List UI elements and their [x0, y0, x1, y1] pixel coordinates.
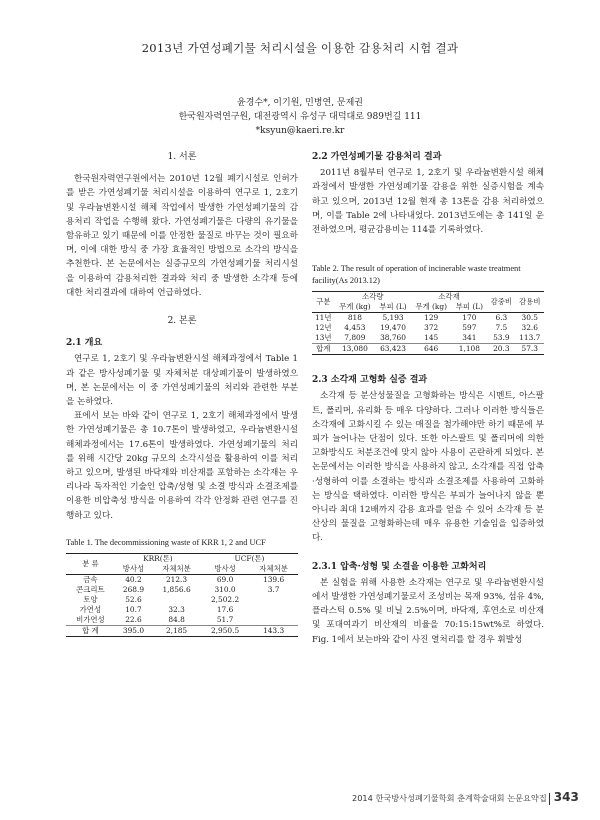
paper-title: 2013년 가연성폐기물 처리시설을 이용한 감용처리 시험 결과 — [141, 41, 459, 55]
overview-paragraph-2: 표에서 보는 바와 같이 연구로 1, 2호기 해체과정에서 발생한 가연성폐기물은 총 10.7톤이 발생하였고, 우라늄변환시설 해체과정에서는 17.6톤이 발생하였다. 가연성폐기물의 처리를 위해 시간당 20kg 규모의 소각시설을 활용하여 이를 처리하고 있으며, 발생된 바닥재와 비산재를 포함하는 소각재는 우리나라 독자적인 기술인 압축/성형 및 소결 방식과 소결조제를 이용한 비압축성 방식을 이용하여 각각 안정화 관련 연구를 진행하고 있다. — [66, 411, 298, 521]
table-cell: 129 — [424, 313, 439, 323]
table-cell — [249, 605, 298, 615]
table-row — [66, 595, 298, 605]
table-cell: 139.6 — [263, 574, 285, 584]
authors: 윤경수*, 이기원, 민병연, 문제권 — [237, 98, 363, 108]
table-cell: 금속 — [83, 574, 98, 584]
table-cell: 12년 — [314, 323, 332, 333]
left-column — [66, 150, 298, 637]
table1-subheader: 자체처분 — [249, 564, 298, 575]
table2 — [312, 291, 544, 355]
table-cell: 310.0 — [214, 584, 236, 594]
table-cell: 가연성 — [79, 604, 102, 614]
table-cell: 1,108 — [452, 344, 488, 355]
table1 — [66, 553, 298, 637]
table-cell: 11년 — [314, 313, 332, 323]
table-cell: 145 — [424, 333, 439, 343]
table-cell: 1,856.6 — [162, 584, 191, 594]
page-footer — [352, 790, 579, 805]
table1-subheader: 방사성 — [115, 564, 152, 575]
table-cell: 6.3 — [495, 313, 508, 323]
table-cell: 341 — [462, 333, 477, 343]
table1-subheader: 방사성 — [201, 564, 249, 575]
subsection-heading-reduction: 2.2 가연성폐기물 감용처리 결과 — [312, 152, 442, 162]
table-cell: 2,185 — [152, 625, 201, 636]
footer-text: 2014 한국방사성폐기물학회 춘계학술대회 논문요약집 — [352, 793, 547, 803]
table2-header-ash: 소각재 — [411, 292, 487, 303]
compression-paragraph: 본 실험을 위해 사용한 소각재는 연구로 및 우라늄변환시설에서 발생한 가연성폐기물로서 조성비는 목재 93%, 섬유 4%, 플라스틱 0.5% 및 비닐 2.5%이며, 바닥재, 후연소로 비산재 및 포대여과기 비산재의 비율을 70:15:15wt%로 하였다. Fig. 1에서 보는바와 같이 사진 열처리를 할 경우 휘발성 — [312, 577, 544, 645]
table-cell: 콘크리트 — [76, 584, 105, 594]
table-cell: 268.9 — [122, 584, 145, 594]
table-cell: 32.6 — [521, 323, 538, 333]
table2-header-category: 구분 — [312, 292, 335, 313]
page-number: 343 — [553, 790, 579, 804]
table-cell: 13년 — [314, 333, 332, 343]
table-cell: 52.6 — [125, 594, 142, 604]
table-cell: 372 — [424, 323, 439, 333]
table-cell — [152, 595, 201, 605]
table-cell: 3.7 — [267, 584, 280, 594]
reduction-paragraph: 2011년 8월부터 연구로 1, 2호기 및 우라늄변환시설 해체과정에서 발생한 가연성폐기물 감용을 위한 실증시험을 계속하고 있으며, 2013년 12월 현재 총 13톤을 감용 처리하였으며, 이를 Table 2에 나타내었다. 2013년도에는 총 141일 운전하였으며, 평균감용비는 114를 기록하였다. — [312, 168, 544, 236]
subsection-heading-compression: 2.3.1 압축·성형 및 소결을 이용한 고화처리 — [312, 561, 487, 572]
section-heading-intro: 1. 서론 — [167, 152, 197, 162]
table-cell: 51.7 — [216, 614, 234, 624]
table-row — [66, 615, 298, 626]
table1-subheader: 자체처분 — [152, 564, 201, 575]
table2-header-reduction: 감중비 — [487, 292, 515, 313]
table-cell: 합 계 — [66, 625, 115, 636]
table-cell: 84.8 — [168, 614, 185, 624]
table-cell: 7,809 — [344, 333, 366, 343]
table1-caption: Table 1. The decommissioning waste of KRR 1, 2 and UCF — [66, 537, 266, 547]
table-cell: 30.5 — [521, 313, 538, 323]
table2-caption: Table 2. The result of operation of incinerable waste treatment facility(As 2013.12) — [312, 264, 521, 286]
table-cell: 2,502.2 — [210, 594, 240, 604]
table-cell: 69.0 — [216, 574, 234, 584]
table1-header-krr: KRR(톤) — [115, 553, 201, 564]
table-cell: 646 — [411, 344, 452, 355]
table-cell: 13,080 — [335, 344, 376, 355]
table2-header-volume: 감용비 — [516, 292, 544, 313]
table2-header-burn: 소각량 — [335, 292, 411, 303]
table-cell: 4,453 — [344, 323, 366, 333]
table-cell: 19,470 — [380, 323, 406, 333]
solidification-paragraph: 소각재 등 분산성물질을 고형화하는 방식은 시멘트, 아스팔트, 폴리머, 유리화 등 매우 다양하다. 그러나 이러한 방식들은 소각재에 고화시킬 수 있는 매질을 첨가해야만 하기 때문에 부피가 늘어나는 단점이 있다. 또한 아스팔트 및 폴리머에 의한 고화방식도 처분조건에 맞지 않아 사용이 곤란하게 되었다. 본 논문에서는 이러한 방식을 사용하지 않고, 소각재를 직접 압축·성형하여 이를 소결하는 방식과 소결조제를 사용하여 고화하는 방식을 택하였다. 이러한 방식은 부피가 늘어나지 않을 뿐 아니라 최대 12배까지 감용 효과를 얻을 수 있어 소각재 등 분산상의 물질을 고형화하는데 매우 유용한 기술임을 입증하였다. — [312, 391, 544, 544]
table-row — [66, 605, 298, 615]
table-cell: 32.3 — [168, 604, 185, 614]
table2-subheader: 부피 (L) — [452, 302, 488, 313]
table-cell: 7.5 — [495, 323, 508, 333]
intro-paragraph: 한국원자력연구원에서는 2010년 12월 폐기시설로 인허가를 받은 가연성폐기물 처리시설을 이용하여 연구로 1, 2호기 및 우라늄변환시설 해체 작업에서 발생한 가연성폐기물의 감용처리 작업을 수행해 왔다. 가연성폐기물은 다량의 유기물을 함유하고 있기 때문에 이를 안정한 물질로 바꾸는 것이 필요하며, 이에 대한 방식 중 가장 효율적인 방법으로 소각의 방식을 추천한다. 본 논문에서는 실증규모의 가연성폐기물 처리시설을 이용하여 감용처리한 결과와 처리 중 발생한 소각재 등에 대한 처리결과에 대하여 언급하였다. — [66, 174, 298, 298]
affiliation: 한국원자력연구원, 대전광역시 유성구 대덕대로 989번길 111 — [178, 112, 422, 122]
table-cell: 63,423 — [375, 344, 411, 355]
table2-body — [312, 313, 544, 355]
table2-subheader: 무게 (kg) — [335, 302, 376, 313]
table-cell: 10.7 — [125, 604, 142, 614]
table-cell: 토양 — [83, 594, 98, 604]
table-cell: 40.2 — [125, 574, 142, 584]
table-row — [66, 625, 298, 636]
table-row — [312, 323, 544, 333]
table-row — [66, 585, 298, 595]
table-cell: 53.9 — [493, 333, 510, 343]
table-row — [66, 574, 298, 585]
table-cell: 597 — [462, 323, 477, 333]
email: *ksyun@kaeri.re.kr — [255, 126, 345, 136]
table-cell: 212.3 — [165, 574, 188, 584]
table-cell: 170 — [462, 313, 477, 323]
table-cell: 2,950.5 — [201, 625, 249, 636]
table-cell: 395.0 — [115, 625, 152, 636]
table-cell: 20.3 — [487, 344, 515, 355]
table1-header-category: 분 류 — [66, 553, 115, 574]
right-column — [312, 150, 544, 647]
table-cell: 143.3 — [249, 625, 298, 636]
table-cell: 비가연성 — [76, 614, 105, 624]
table-cell: 합계 — [312, 344, 335, 355]
table-cell: 57.3 — [516, 344, 544, 355]
table-cell: 113.7 — [519, 333, 541, 343]
table-row — [312, 344, 544, 355]
table-cell: 17.6 — [216, 604, 234, 614]
section-heading-body: 2. 본론 — [167, 316, 197, 327]
table1-header-ucf: UCF(톤) — [201, 553, 298, 564]
footer-divider — [549, 793, 550, 805]
table2-subheader: 부피 (L) — [375, 302, 411, 313]
subsection-heading-solidification: 2.3 소각재 고형화 실증 결과 — [312, 375, 428, 386]
author-block — [0, 96, 600, 138]
table-cell: 22.6 — [125, 614, 142, 624]
table-row — [312, 313, 544, 324]
subsection-heading-overview: 2.1 개요 — [66, 338, 103, 349]
table-cell: 5,193 — [382, 313, 404, 323]
overview-paragraph-1: 연구로 1, 2호기 및 우라늄변환시설 해체과정에서 Table 1과 같은 방사성폐기물 및 자체처분 대상폐기물이 발생하였으며, 본 논문에서는 이 중 가연성폐기물의 처리와 관련한 부분을 논하였다. — [66, 354, 298, 408]
table-cell: 818 — [347, 313, 362, 323]
table1-body — [66, 574, 298, 636]
table2-subheader: 무게 (kg) — [411, 302, 452, 313]
table-cell — [249, 615, 298, 626]
table-cell — [249, 595, 298, 605]
table-cell: 38,760 — [380, 333, 406, 343]
table-row — [312, 333, 544, 344]
